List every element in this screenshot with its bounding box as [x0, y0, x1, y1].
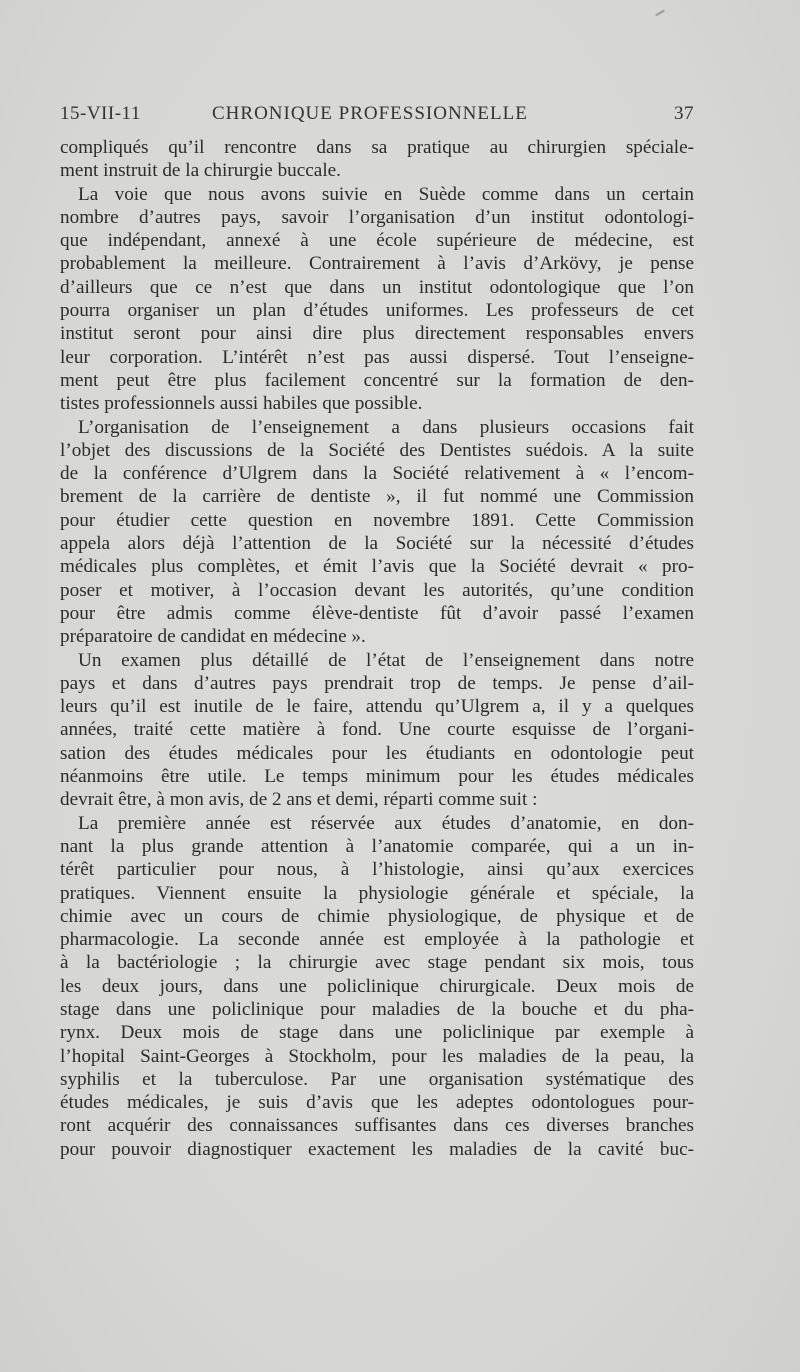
text-line: ment instruit de la chirurgie buccale. — [60, 160, 341, 182]
text-line: années, traité cette matière à fond. Une courte esquisse de l’organi- — [60, 719, 694, 741]
text-line: térêt particulier pour nous, à l’histologie, ainsi qu’aux exercices — [60, 859, 694, 881]
text-line: appela alors déjà l’attention de la Société sur la nécessité d’études — [60, 533, 694, 555]
text-line: ront acquérir des connaissances suffisantes dans ces diverses branches — [60, 1115, 694, 1137]
page-number: 37 — [674, 103, 694, 124]
text-line: devrait être, à mon avis, de 2 ans et demi, réparti comme suit : — [60, 789, 538, 811]
text-line: institut seront pour ainsi dire plus directement responsables envers — [60, 323, 694, 345]
text-line: nant la plus grande attention à l’anatomie comparée, qui a un in- — [60, 835, 694, 857]
text-line: médicales plus complètes, et émit l’avis que la Société devrait « pro- — [60, 556, 694, 578]
text-line: probablement la meilleure. Contrairement à l’avis d’Arkövy, je pense — [60, 253, 694, 275]
text-line: pharmacologie. La seconde année est employée à la pathologie et — [60, 929, 694, 951]
text-line: sation des études médicales pour les étudiants en odontologie peut — [60, 742, 694, 764]
text-line: préparatoire de candidat en médecine ». — [60, 626, 366, 648]
body-text — [60, 136, 694, 1161]
text-line: rynx. Deux mois de stage dans une policlinique par exemple à — [60, 1022, 694, 1044]
text-line: pour étudier cette question en novembre 1891. Cette Commission — [60, 509, 694, 531]
text-line: pays et dans d’autres pays prendrait trop de temps. Je pense d’ail- — [60, 672, 694, 694]
running-header — [60, 103, 694, 129]
text-line: que indépendant, annexé à une école supérieure de médecine, est — [60, 230, 694, 252]
text-line: La voie que nous avons suivie en Suède comme dans un certain — [78, 183, 694, 205]
text-line: tistes professionnels aussi habiles que possible. — [60, 393, 423, 415]
text-line: néanmoins être utile. Le temps minimum pour les études médicales — [60, 766, 694, 788]
text-line: brement de la carrière de dentiste », il fut nommé une Commission — [60, 486, 694, 508]
text-line: à la bactériologie ; la chirurgie avec stage pendant six mois, tous — [60, 952, 694, 974]
text-line: pourra organiser un plan d’études uniformes. Les professeurs de cet — [60, 300, 694, 322]
text-line: pratiques. Viennent ensuite la physiologie générale et spéciale, la — [60, 882, 694, 904]
text-line: leurs qu’il est inutile de le faire, attendu qu’Ulgrem a, il y a quelques — [60, 696, 694, 718]
text-line: de la conférence d’Ulgrem dans la Société relativement à « l’encom- — [60, 463, 694, 485]
text-line: stage dans une policlinique pour maladies de la bouche et du pha- — [60, 998, 694, 1020]
text-line: pour être admis comme élève-dentiste fût d’avoir passé l’examen — [60, 602, 694, 624]
text-line: études médicales, je suis d’avis que les adeptes odontologues pour- — [60, 1092, 694, 1114]
text-line: les deux jours, dans une policlinique chirurgicale. Deux mois de — [60, 975, 694, 997]
text-line: Un examen plus détaillé de l’état de l’enseignement dans notre — [78, 649, 694, 671]
header-title: CHRONIQUE PROFESSIONNELLE — [212, 103, 528, 124]
text-line: nombre d’autres pays, savoir l’organisation d’un institut odontologi- — [60, 206, 694, 228]
text-line: L’organisation de l’enseignement a dans plusieurs occasions fait — [78, 416, 694, 438]
text-line: syphilis et la tuberculose. Par une organisation systématique des — [60, 1068, 694, 1090]
text-line: d’ailleurs que ce n’est que dans un institut odontologique que l’on — [60, 276, 694, 298]
text-line: chimie avec un cours de chimie physiologique, de physique et de — [60, 905, 694, 927]
text-line: ment peut être plus facilement concentré sur la formation de den- — [60, 369, 694, 391]
text-line: leur corporation. L’intérêt n’est pas aussi dispersé. Tout l’enseigne- — [60, 346, 694, 368]
text-line: compliqués qu’il rencontre dans sa pratique au chirurgien spéciale- — [60, 137, 694, 158]
header-date: 15-VII-11 — [60, 103, 141, 124]
text-line: poser et motiver, à l’occasion devant les autorités, qu’une condition — [60, 579, 694, 601]
text-line: La première année est réservée aux études d’anatomie, en don- — [78, 812, 694, 834]
ink-mark — [655, 10, 665, 17]
text-line: pour pouvoir diagnostiquer exactement les maladies de la cavité buc- — [60, 1138, 694, 1160]
text-line: l’objet des discussions de la Société des Dentistes suédois. A la suite — [60, 439, 694, 461]
text-line: l’hopital Saint-Georges à Stockholm, pour les maladies de la peau, la — [60, 1045, 694, 1067]
